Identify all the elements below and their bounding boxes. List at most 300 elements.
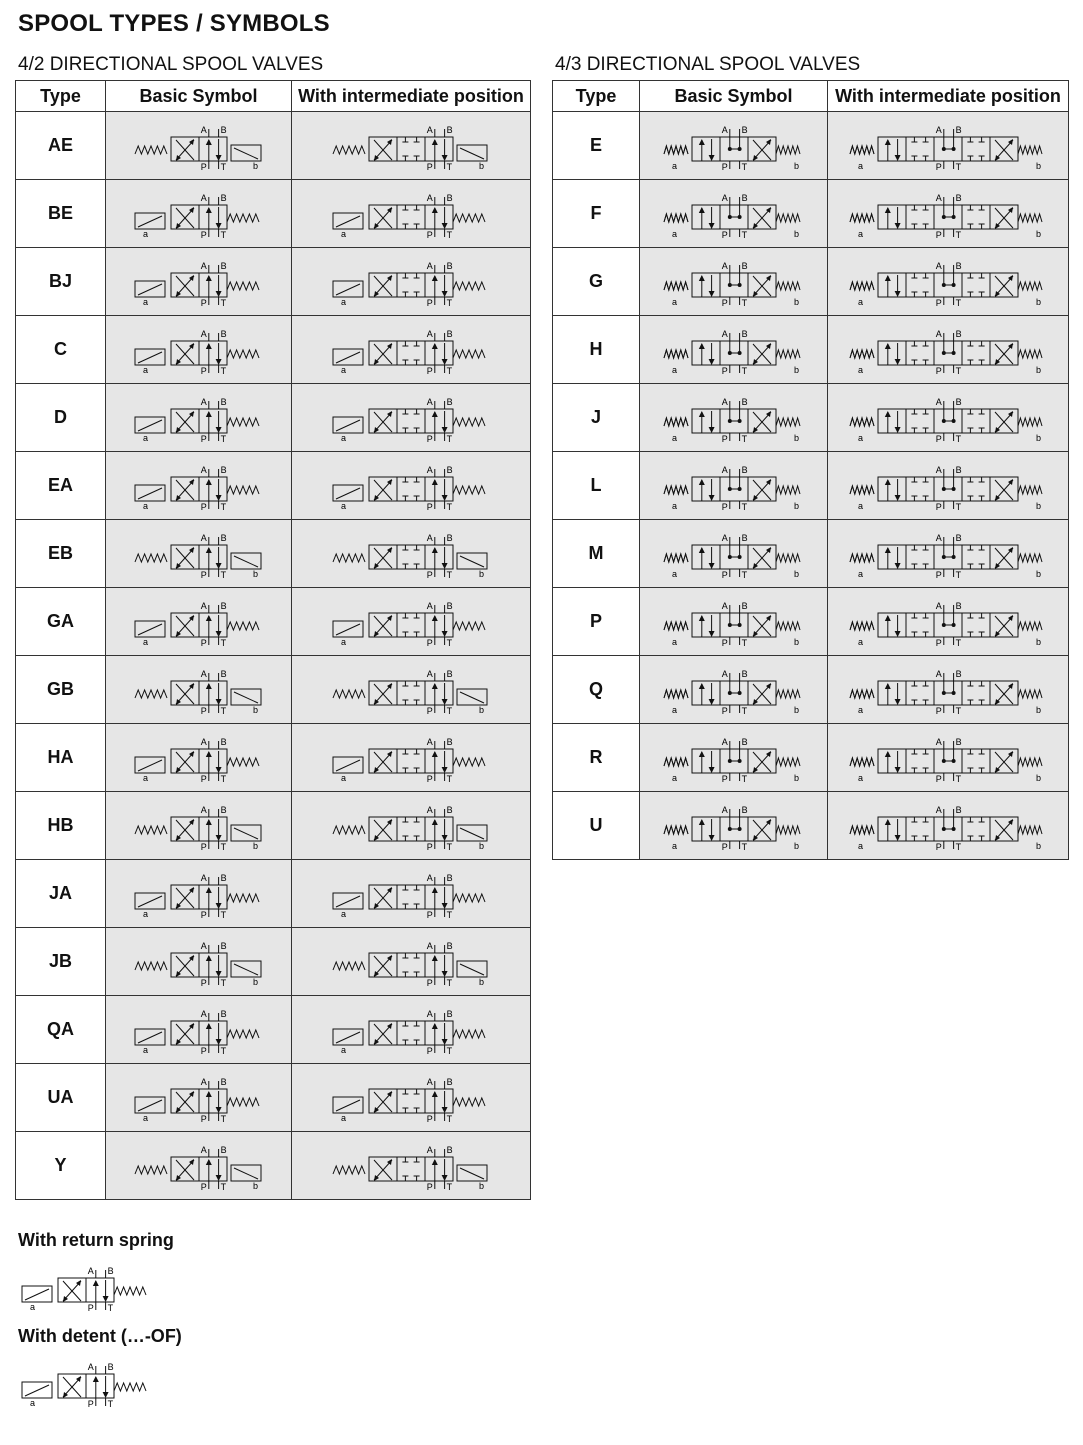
svg-text:B: B [220, 464, 227, 475]
svg-text:A: A [200, 1076, 207, 1087]
intermediate-symbol [828, 724, 1069, 792]
basic-symbol [640, 112, 828, 180]
svg-text:T: T [446, 433, 453, 444]
spool-type-code: HB [16, 792, 106, 860]
svg-text:b: b [793, 432, 799, 443]
svg-text:B: B [220, 804, 227, 815]
svg-text:A: A [426, 1144, 433, 1155]
basic-symbol [106, 180, 292, 248]
svg-text:T: T [955, 569, 962, 580]
svg-text:T: T [446, 161, 453, 172]
svg-text:a: a [142, 500, 148, 511]
svg-text:A: A [426, 328, 433, 339]
svg-text:a: a [341, 500, 347, 511]
intermediate-symbol [292, 316, 531, 384]
svg-text:T: T [446, 705, 453, 716]
spool-type-code: BJ [16, 248, 106, 316]
svg-text:A: A [721, 736, 728, 747]
col-header-type: Type [553, 81, 640, 112]
spool-type-code: Q [553, 656, 640, 724]
svg-text:A: A [721, 396, 728, 407]
svg-text:a: a [142, 636, 148, 647]
svg-text:T: T [741, 637, 747, 648]
svg-text:T: T [741, 229, 747, 240]
svg-text:B: B [446, 940, 453, 951]
svg-text:b: b [793, 704, 799, 715]
svg-text:B: B [446, 260, 453, 271]
svg-text:P: P [200, 229, 207, 240]
svg-text:B: B [955, 328, 962, 339]
svg-text:B: B [741, 260, 748, 271]
svg-text:a: a [858, 228, 864, 239]
svg-text:T: T [220, 501, 226, 512]
intermediate-symbol [292, 180, 531, 248]
svg-text:T: T [446, 1045, 453, 1056]
svg-text:T: T [955, 161, 962, 172]
legend-caption-detent: With detent (…-OF) [18, 1326, 182, 1346]
svg-text:P: P [935, 773, 942, 784]
svg-text:P: P [426, 841, 433, 852]
spool-type-code: H [553, 316, 640, 384]
svg-text:A: A [935, 736, 942, 747]
svg-text:T: T [220, 773, 226, 784]
svg-text:P: P [721, 569, 728, 580]
basic-symbol [106, 248, 292, 316]
svg-text:B: B [446, 328, 453, 339]
svg-text:a: a [341, 1044, 347, 1055]
svg-text:a: a [671, 432, 677, 443]
svg-text:A: A [426, 600, 433, 611]
svg-text:T: T [220, 977, 226, 988]
svg-text:b: b [793, 296, 799, 307]
svg-text:P: P [721, 161, 728, 172]
svg-text:A: A [721, 804, 728, 815]
svg-text:a: a [671, 772, 677, 783]
svg-text:a: a [142, 1044, 148, 1055]
svg-text:T: T [955, 365, 962, 376]
svg-text:B: B [955, 396, 962, 407]
svg-text:A: A [426, 192, 433, 203]
svg-text:B: B [107, 1266, 114, 1276]
page-title: SPOOL TYPES / SYMBOLS [18, 10, 330, 37]
table-row [16, 588, 531, 656]
table-row [16, 724, 531, 792]
svg-text:B: B [220, 940, 227, 951]
svg-text:A: A [935, 600, 942, 611]
svg-text:A: A [200, 940, 207, 951]
svg-text:P: P [426, 977, 433, 988]
svg-text:A: A [200, 192, 207, 203]
svg-text:B: B [955, 668, 962, 679]
svg-text:A: A [935, 328, 942, 339]
svg-text:T: T [446, 977, 453, 988]
basic-symbol [106, 928, 292, 996]
svg-text:T: T [220, 161, 226, 172]
svg-text:T: T [955, 705, 962, 716]
svg-text:a: a [341, 364, 347, 375]
svg-text:a: a [671, 500, 677, 511]
svg-text:T: T [220, 909, 226, 920]
svg-text:T: T [446, 909, 453, 920]
table-row [16, 792, 531, 860]
svg-text:B: B [741, 328, 748, 339]
table-row [16, 316, 531, 384]
basic-symbol [106, 452, 292, 520]
basic-symbol [106, 316, 292, 384]
table-row [16, 928, 531, 996]
svg-text:a: a [858, 568, 864, 579]
svg-text:B: B [446, 1076, 453, 1087]
basic-symbol [640, 384, 828, 452]
svg-text:T: T [107, 1303, 114, 1313]
basic-symbol [106, 1064, 292, 1132]
svg-text:a: a [858, 296, 864, 307]
svg-text:B: B [220, 124, 227, 135]
svg-text:P: P [721, 365, 728, 376]
spool-type-code: P [553, 588, 640, 656]
table-row [553, 180, 1069, 248]
svg-text:P: P [200, 569, 207, 580]
spool-type-code: AE [16, 112, 106, 180]
svg-text:a: a [858, 500, 864, 511]
table-row [553, 384, 1069, 452]
svg-text:T: T [446, 1181, 453, 1192]
svg-text:P: P [426, 161, 433, 172]
svg-text:P: P [200, 773, 207, 784]
svg-text:P: P [935, 501, 942, 512]
svg-text:B: B [741, 124, 748, 135]
spool-type-code: HA [16, 724, 106, 792]
intermediate-symbol [292, 112, 531, 180]
svg-text:a: a [341, 228, 347, 239]
svg-text:A: A [721, 192, 728, 203]
svg-text:T: T [446, 297, 453, 308]
basic-symbol [640, 452, 828, 520]
svg-text:A: A [200, 736, 207, 747]
svg-text:P: P [426, 1113, 433, 1124]
svg-text:B: B [446, 1144, 453, 1155]
intermediate-symbol [828, 248, 1069, 316]
svg-text:A: A [87, 1266, 94, 1276]
svg-text:a: a [671, 704, 677, 715]
basic-symbol [640, 316, 828, 384]
svg-text:P: P [200, 909, 207, 920]
svg-text:P: P [200, 501, 207, 512]
basic-symbol [106, 724, 292, 792]
svg-text:a: a [30, 1398, 36, 1408]
svg-text:T: T [741, 161, 747, 172]
basic-symbol [640, 724, 828, 792]
table-row [16, 1132, 531, 1200]
svg-text:A: A [200, 260, 207, 271]
svg-text:B: B [220, 1076, 227, 1087]
svg-text:P: P [426, 433, 433, 444]
svg-text:A: A [935, 804, 942, 815]
intermediate-symbol [828, 112, 1069, 180]
svg-text:P: P [426, 501, 433, 512]
spool-table-4-2 [15, 80, 531, 1200]
intermediate-symbol [292, 656, 531, 724]
svg-text:A: A [721, 532, 728, 543]
svg-text:A: A [426, 532, 433, 543]
svg-text:a: a [858, 704, 864, 715]
svg-text:P: P [200, 161, 207, 172]
svg-text:A: A [426, 1076, 433, 1087]
svg-text:a: a [671, 228, 677, 239]
svg-text:b: b [252, 1180, 258, 1191]
table-row [553, 588, 1069, 656]
svg-text:A: A [200, 124, 207, 135]
svg-text:T: T [741, 433, 747, 444]
col-header-type: Type [16, 81, 106, 112]
svg-text:T: T [220, 297, 226, 308]
spool-table-4-3 [552, 80, 1069, 860]
svg-text:T: T [955, 773, 962, 784]
basic-symbol [106, 1132, 292, 1200]
svg-text:B: B [446, 124, 453, 135]
basic-symbol [106, 112, 292, 180]
svg-text:b: b [1036, 568, 1042, 579]
table-row [553, 248, 1069, 316]
table-row [553, 112, 1069, 180]
svg-text:B: B [741, 600, 748, 611]
table-row [16, 1064, 531, 1132]
svg-text:A: A [200, 872, 207, 883]
intermediate-symbol [292, 452, 531, 520]
svg-text:a: a [30, 1302, 36, 1312]
table-row [553, 316, 1069, 384]
svg-text:A: A [200, 1008, 207, 1019]
svg-text:a: a [858, 364, 864, 375]
svg-text:B: B [955, 260, 962, 271]
svg-text:P: P [426, 297, 433, 308]
svg-text:P: P [426, 229, 433, 240]
svg-text:b: b [1036, 432, 1042, 443]
svg-text:a: a [858, 772, 864, 783]
table-row [16, 180, 531, 248]
svg-text:P: P [721, 773, 728, 784]
svg-text:B: B [107, 1362, 114, 1372]
svg-text:B: B [955, 124, 962, 135]
table-row [16, 112, 531, 180]
svg-text:T: T [446, 773, 453, 784]
svg-text:T: T [741, 841, 747, 852]
svg-text:B: B [220, 600, 227, 611]
svg-text:P: P [200, 705, 207, 716]
svg-text:a: a [142, 772, 148, 783]
svg-text:B: B [220, 260, 227, 271]
table-header-row [553, 81, 1069, 112]
svg-text:B: B [446, 396, 453, 407]
svg-text:T: T [955, 297, 962, 308]
svg-text:A: A [721, 260, 728, 271]
spool-type-code: M [553, 520, 640, 588]
svg-text:B: B [955, 736, 962, 747]
svg-text:A: A [935, 192, 942, 203]
svg-text:P: P [426, 637, 433, 648]
svg-text:A: A [200, 1144, 207, 1155]
spool-type-code: E [553, 112, 640, 180]
svg-text:a: a [671, 296, 677, 307]
spool-type-code: G [553, 248, 640, 316]
basic-symbol [640, 792, 828, 860]
intermediate-symbol [828, 656, 1069, 724]
svg-text:P: P [200, 1045, 207, 1056]
svg-text:T: T [220, 569, 226, 580]
table-row [16, 996, 531, 1064]
svg-text:A: A [426, 124, 433, 135]
svg-text:P: P [200, 841, 207, 852]
basic-symbol [640, 520, 828, 588]
svg-text:A: A [935, 668, 942, 679]
svg-text:P: P [87, 1399, 94, 1409]
table-43-heading: 4/3 DIRECTIONAL SPOOL VALVES [555, 54, 861, 75]
spool-type-code: GB [16, 656, 106, 724]
intermediate-symbol [292, 792, 531, 860]
svg-text:a: a [341, 296, 347, 307]
intermediate-symbol [292, 724, 531, 792]
svg-text:B: B [446, 736, 453, 747]
svg-text:b: b [252, 704, 258, 715]
svg-text:a: a [858, 636, 864, 647]
spool-type-code: D [16, 384, 106, 452]
intermediate-symbol [292, 928, 531, 996]
svg-text:B: B [446, 464, 453, 475]
svg-text:B: B [955, 464, 962, 475]
svg-text:P: P [87, 1303, 94, 1313]
svg-text:T: T [741, 297, 747, 308]
basic-symbol [106, 520, 292, 588]
svg-text:P: P [721, 501, 728, 512]
svg-text:a: a [671, 364, 677, 375]
svg-text:P: P [935, 365, 942, 376]
svg-text:a: a [671, 840, 677, 851]
svg-text:A: A [200, 464, 207, 475]
col-header-intermediate: With intermediate position [292, 81, 531, 112]
svg-text:P: P [721, 229, 728, 240]
svg-text:b: b [793, 228, 799, 239]
svg-text:P: P [426, 773, 433, 784]
svg-text:B: B [220, 668, 227, 679]
svg-text:B: B [446, 600, 453, 611]
svg-text:b: b [1036, 840, 1042, 851]
svg-text:b: b [252, 840, 258, 851]
svg-text:b: b [252, 160, 258, 171]
svg-text:T: T [955, 841, 962, 852]
svg-text:P: P [200, 433, 207, 444]
svg-text:b: b [1036, 160, 1042, 171]
svg-text:T: T [955, 637, 962, 648]
svg-text:A: A [426, 668, 433, 679]
svg-text:P: P [200, 297, 207, 308]
svg-text:B: B [741, 192, 748, 203]
svg-text:P: P [935, 841, 942, 852]
spool-type-code: BE [16, 180, 106, 248]
svg-text:B: B [955, 532, 962, 543]
basic-symbol [640, 588, 828, 656]
spool-type-code: UA [16, 1064, 106, 1132]
col-header-basic-symbol: Basic Symbol [106, 81, 292, 112]
svg-text:A: A [935, 260, 942, 271]
spool-type-code: EA [16, 452, 106, 520]
svg-text:T: T [220, 705, 226, 716]
svg-text:P: P [721, 297, 728, 308]
svg-text:T: T [955, 229, 962, 240]
svg-text:A: A [721, 328, 728, 339]
svg-text:P: P [721, 433, 728, 444]
svg-text:b: b [793, 160, 799, 171]
svg-text:A: A [200, 328, 207, 339]
svg-text:A: A [200, 532, 207, 543]
svg-text:B: B [446, 872, 453, 883]
svg-text:A: A [426, 260, 433, 271]
intermediate-symbol [292, 1064, 531, 1132]
svg-text:B: B [955, 600, 962, 611]
svg-text:B: B [220, 192, 227, 203]
svg-text:A: A [200, 804, 207, 815]
svg-text:b: b [1036, 636, 1042, 647]
svg-text:T: T [220, 841, 226, 852]
svg-text:a: a [341, 772, 347, 783]
spool-type-code: EB [16, 520, 106, 588]
svg-text:T: T [220, 1045, 226, 1056]
svg-text:B: B [220, 532, 227, 543]
basic-symbol [640, 248, 828, 316]
table-row [16, 656, 531, 724]
svg-text:B: B [220, 872, 227, 883]
svg-text:T: T [220, 637, 226, 648]
basic-symbol [106, 860, 292, 928]
svg-text:T: T [446, 365, 453, 376]
svg-text:B: B [220, 328, 227, 339]
svg-text:b: b [1036, 500, 1042, 511]
spool-type-code: JB [16, 928, 106, 996]
svg-text:B: B [741, 668, 748, 679]
svg-text:b: b [793, 636, 799, 647]
table-42-heading: 4/2 DIRECTIONAL SPOOL VALVES [18, 54, 324, 75]
svg-text:A: A [721, 600, 728, 611]
svg-text:P: P [200, 1181, 207, 1192]
svg-text:a: a [142, 296, 148, 307]
svg-text:A: A [426, 396, 433, 407]
svg-text:T: T [446, 569, 453, 580]
svg-text:a: a [341, 432, 347, 443]
svg-text:A: A [87, 1362, 94, 1372]
intermediate-symbol [292, 520, 531, 588]
svg-text:A: A [935, 124, 942, 135]
intermediate-symbol [828, 384, 1069, 452]
svg-text:B: B [446, 668, 453, 679]
svg-text:B: B [741, 736, 748, 747]
svg-text:B: B [220, 1144, 227, 1155]
svg-text:A: A [935, 464, 942, 475]
spool-type-code: R [553, 724, 640, 792]
svg-text:a: a [671, 160, 677, 171]
svg-text:B: B [446, 1008, 453, 1019]
svg-text:P: P [426, 705, 433, 716]
intermediate-symbol [828, 520, 1069, 588]
svg-text:P: P [721, 637, 728, 648]
col-header-basic-symbol: Basic Symbol [640, 81, 828, 112]
basic-symbol [106, 996, 292, 1064]
svg-text:A: A [200, 600, 207, 611]
svg-text:T: T [741, 773, 747, 784]
intermediate-symbol [292, 384, 531, 452]
svg-text:b: b [1036, 228, 1042, 239]
svg-text:P: P [721, 705, 728, 716]
svg-text:P: P [935, 297, 942, 308]
return-spring-symbol [18, 1258, 148, 1321]
